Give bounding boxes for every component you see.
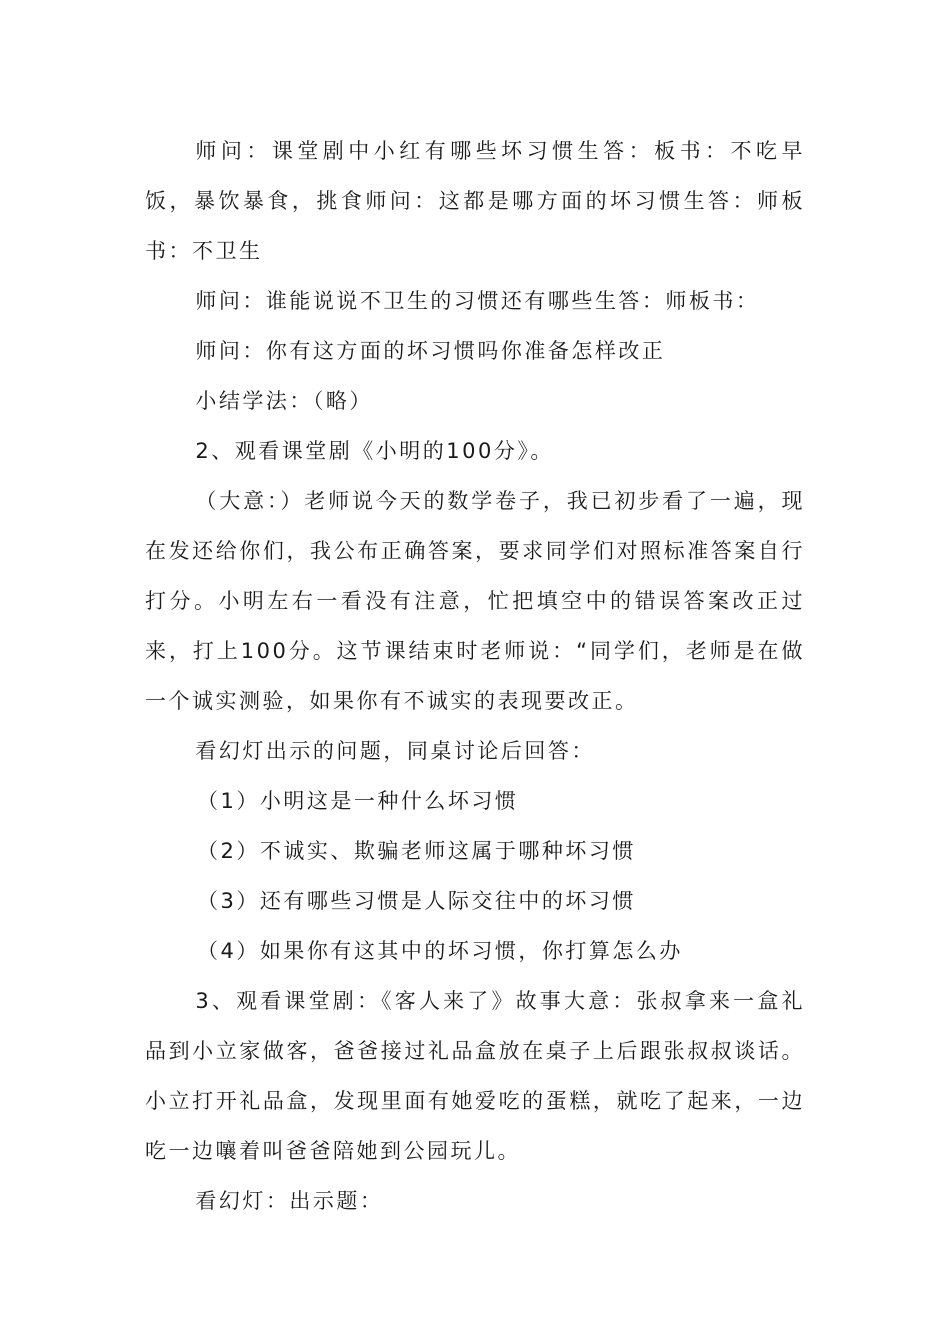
paragraph-hygiene-question: 师问：谁能说说不卫生的习惯还有哪些生答：师板书： bbox=[195, 289, 760, 313]
paragraph-section-3-guest: 3、观看课堂剧：《客人来了》故事大意：张叔拿来一盒礼品到小立家做客，爸爸接过礼品盒放在桌子上后跟张叔叔谈话。小立打开礼品盒，发现里面有她爱吃的蛋糕，就吃了起来，一边吃一边嚷着叫爸爸陪她到公园玩儿。 bbox=[145, 989, 805, 1163]
paragraph-correction-question: 师问：你有这方面的坏习惯吗你准备怎样改正 bbox=[195, 339, 666, 363]
paragraph-slide-prompt: 看幻灯出示的问题，同桌讨论后回答： bbox=[195, 739, 595, 763]
question-item-4: （4）如果你有这其中的坏习惯，你打算怎么办 bbox=[197, 939, 683, 963]
paragraph-story-synopsis: （大意：）老师说今天的数学卷子，我已初步看了一遍，现在发还给你们，我公布正确答案，要求同学们对照标准答案自行打分。小明左右一看没有注意，忙把填空中的错误答案改正过来，打上100分。这节课结束时老师说：“同学们，老师是在做一个诚实测验，如果你有不诚实的表现要改正。 bbox=[145, 489, 805, 713]
question-item-2: （2）不诚实、欺骗老师这属于哪种坏习惯 bbox=[197, 839, 636, 863]
document-body bbox=[145, 126, 805, 1226]
paragraph-section-2-heading: 2、观看课堂剧《小明的100分》。 bbox=[195, 439, 554, 463]
paragraph-summary: 小结学法：（略） bbox=[195, 389, 373, 413]
paragraph-bad-habits-question: 师问：课堂剧中小红有哪些坏习惯生答：板书：不吃早饭，暴饮暴食，挑食师问：这都是哪方面的坏习惯生答：师板书：不卫生 bbox=[145, 139, 805, 263]
question-item-3: （3）还有哪些习惯是人际交往中的坏习惯 bbox=[197, 889, 636, 913]
question-item-1: （1）小明这是一种什么坏习惯 bbox=[197, 789, 519, 813]
paragraph-slide-question: 看幻灯：出示题： bbox=[195, 1189, 384, 1213]
